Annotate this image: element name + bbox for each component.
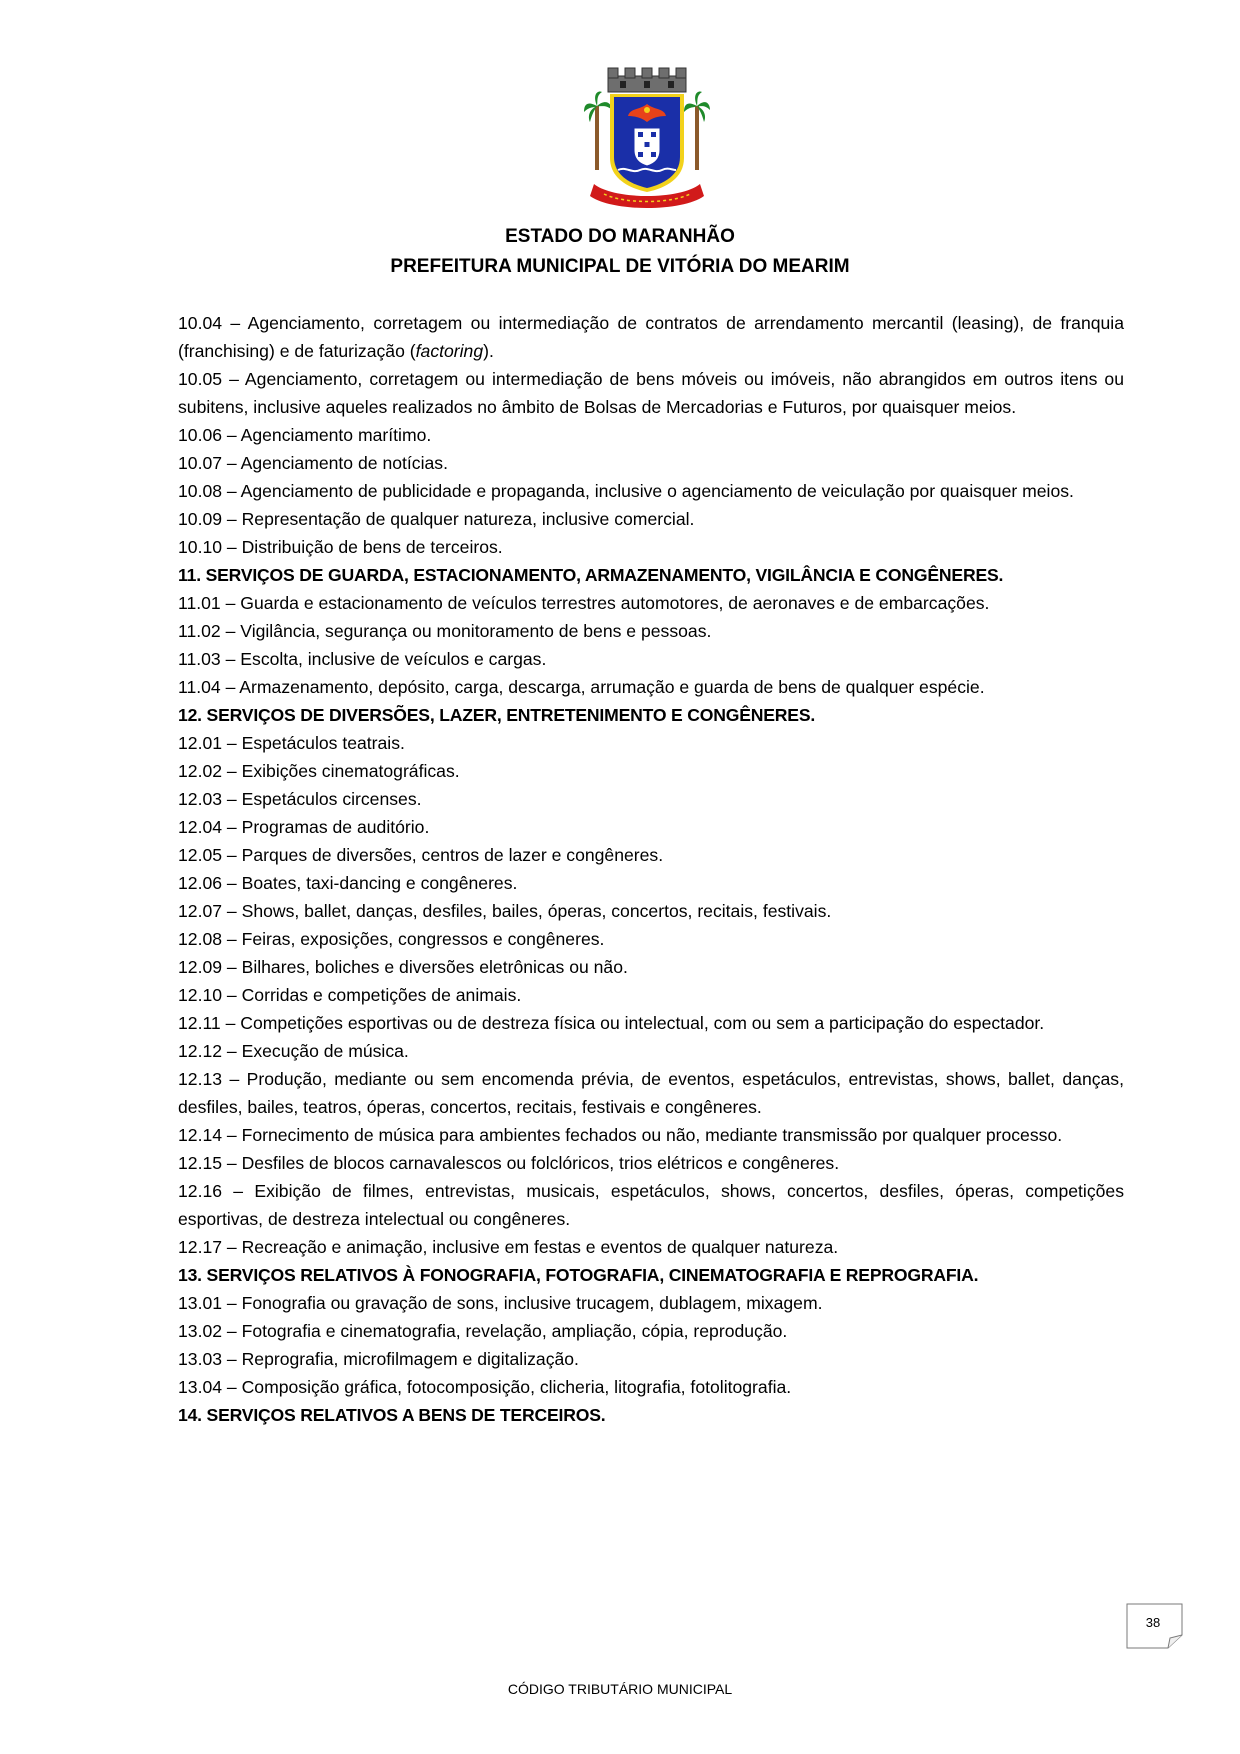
- item-text: 12.01 – Espetáculos teatrais.: [178, 733, 405, 753]
- list-item: [178, 673, 1124, 701]
- palm-tree-right-icon: [684, 92, 710, 170]
- list-item: [178, 505, 1124, 533]
- item-text: 12.09 – Bilhares, boliches e diversões eletrônicas ou não.: [178, 957, 628, 977]
- item-text: 12.07 – Shows, ballet, danças, desfiles, bailes, óperas, concertos, recitais, festivais.: [178, 901, 832, 921]
- list-item: [178, 365, 1124, 421]
- item-text: 13.02 – Fotografia e cinematografia, revelação, ampliação, cópia, reprodução.: [178, 1321, 788, 1341]
- item-text: 10.07 – Agenciamento de notícias.: [178, 453, 448, 473]
- document-body: [178, 309, 1124, 1429]
- item-text: 11.04 – Armazenamento, depósito, carga, descarga, arrumação e guarda de bens de qualquer espécie.: [178, 677, 985, 697]
- section-heading: [178, 1261, 1124, 1289]
- palm-tree-left-icon: [584, 92, 612, 170]
- list-item: [178, 1233, 1124, 1261]
- item-text: 10.10 – Distribuição de bens de terceiros.: [178, 537, 503, 557]
- item-text: 12.10 – Corridas e competições de animais.: [178, 985, 522, 1005]
- item-text: 11.02 – Vigilância, segurança ou monitoramento de bens e pessoas.: [178, 621, 712, 641]
- footer-title: CÓDIGO TRIBUTÁRIO MUNICIPAL: [507, 1681, 733, 1697]
- section-heading: [178, 701, 1124, 729]
- list-item: [178, 1065, 1124, 1121]
- item-text: 11.01 – Guarda e estacionamento de veículos terrestres automotores, de aeronaves e de embarcações.: [178, 593, 990, 613]
- list-item: [178, 533, 1124, 561]
- list-item: [178, 589, 1124, 617]
- item-text: 12.03 – Espetáculos circenses.: [178, 789, 422, 809]
- item-text: 12.04 – Programas de auditório.: [178, 817, 430, 837]
- item-text: 12.05 – Parques de diversões, centros de lazer e congêneres.: [178, 845, 664, 865]
- header-state: ESTADO DO MARANHÃO: [505, 226, 735, 247]
- list-item: [178, 785, 1124, 813]
- shield-icon: [610, 94, 684, 192]
- item-text: 12.13 – Produção, mediante ou sem encomenda prévia, de eventos, espetáculos, entrevistas, shows, ballet, danças, desfiles, bailes, teatros, óperas, concertos, recitais, festivais e congêneres.: [178, 1069, 1124, 1117]
- item-text: 14. SERVIÇOS RELATIVOS A BENS DE TERCEIROS.: [178, 1405, 606, 1425]
- section-heading: [178, 561, 1124, 589]
- coat-of-arms-logo: [584, 66, 710, 214]
- item-text: 11. SERVIÇOS DE GUARDA, ESTACIONAMENTO, ARMAZENAMENTO, VIGILÂNCIA E CONGÊNERES.: [178, 565, 1004, 585]
- list-item: [178, 1037, 1124, 1065]
- page-number: 38: [1145, 1615, 1161, 1630]
- list-item: [178, 1373, 1124, 1401]
- list-item: [178, 925, 1124, 953]
- item-text: 10.06 – Agenciamento marítimo.: [178, 425, 432, 445]
- item-text: 13. SERVIÇOS RELATIVOS À FONOGRAFIA, FOTOGRAFIA, CINEMATOGRAFIA E REPROGRAFIA.: [178, 1265, 979, 1285]
- item-text: 10.05 – Agenciamento, corretagem ou intermediação de bens móveis ou imóveis, não abrangidos em outros itens ou subitens, inclusive aqueles realizados no âmbito de Bolsas de Mercadorias e Futuros, por quaisquer meios.: [178, 369, 1124, 417]
- item-emphasis: factoring: [415, 341, 484, 361]
- item-text: 12.12 – Execução de música.: [178, 1041, 409, 1061]
- crown-icon: [608, 68, 686, 92]
- item-text: 13.01 – Fonografia ou gravação de sons, inclusive trucagem, dublagem, mixagem.: [178, 1293, 823, 1313]
- item-text: 10.09 – Representação de qualquer natureza, inclusive comercial.: [178, 509, 695, 529]
- item-text: 12.11 – Competições esportivas ou de destreza física ou intelectual, com ou sem a participação do espectador.: [178, 1013, 1045, 1033]
- list-item: [178, 757, 1124, 785]
- list-item: [178, 981, 1124, 1009]
- list-item: [178, 1149, 1124, 1177]
- list-item: [178, 729, 1124, 757]
- item-text: 10.04 – Agenciamento, corretagem ou intermediação de contratos de arrendamento mercantil (leasing), de franquia (franchising) e de faturização (: [178, 313, 1124, 361]
- list-item: [178, 841, 1124, 869]
- item-text: 12.15 – Desfiles de blocos carnavalescos ou folclóricos, trios elétricos e congêneres.: [178, 1153, 840, 1173]
- item-text: 12.16 – Exibição de filmes, entrevistas, musicais, espetáculos, shows, concertos, desfiles, óperas, competições esportivas, de destreza intelectual ou congêneres.: [178, 1181, 1124, 1229]
- item-text: 12.08 – Feiras, exposições, congressos e congêneres.: [178, 929, 605, 949]
- item-text: 12.06 – Boates, taxi-dancing e congêneres.: [178, 873, 518, 893]
- list-item: [178, 449, 1124, 477]
- list-item: [178, 897, 1124, 925]
- list-item: [178, 1177, 1124, 1233]
- list-item: [178, 953, 1124, 981]
- item-text-end: ).: [483, 341, 494, 361]
- header-municipality: PREFEITURA MUNICIPAL DE VITÓRIA DO MEARIM: [390, 256, 850, 277]
- list-item: [178, 645, 1124, 673]
- list-item: [178, 421, 1124, 449]
- list-item: [178, 1317, 1124, 1345]
- item-text: 13.04 – Composição gráfica, fotocomposição, clicheria, litografia, fotolitografia.: [178, 1377, 792, 1397]
- section-heading: [178, 1401, 1124, 1429]
- item-text: 12.17 – Recreação e animação, inclusive em festas e eventos de qualquer natureza.: [178, 1237, 839, 1257]
- item-text: 11.03 – Escolta, inclusive de veículos e cargas.: [178, 649, 547, 669]
- list-item: [178, 477, 1124, 505]
- list-item: [178, 813, 1124, 841]
- item-text: 12.02 – Exibições cinematográficas.: [178, 761, 460, 781]
- item-text: 13.03 – Reprografia, microfilmagem e digitalização.: [178, 1349, 579, 1369]
- list-item: [178, 309, 1124, 365]
- item-text: 12. SERVIÇOS DE DIVERSÕES, LAZER, ENTRETENIMENTO E CONGÊNERES.: [178, 705, 816, 725]
- item-text: 10.08 – Agenciamento de publicidade e propaganda, inclusive o agenciamento de veiculação por quaisquer meios.: [178, 481, 1074, 501]
- list-item: [178, 1289, 1124, 1317]
- item-text: 12.14 – Fornecimento de música para ambientes fechados ou não, mediante transmissão por qualquer processo.: [178, 1125, 1063, 1145]
- list-item: [178, 1345, 1124, 1373]
- list-item: [178, 1121, 1124, 1149]
- list-item: [178, 1009, 1124, 1037]
- list-item: [178, 617, 1124, 645]
- list-item: [178, 869, 1124, 897]
